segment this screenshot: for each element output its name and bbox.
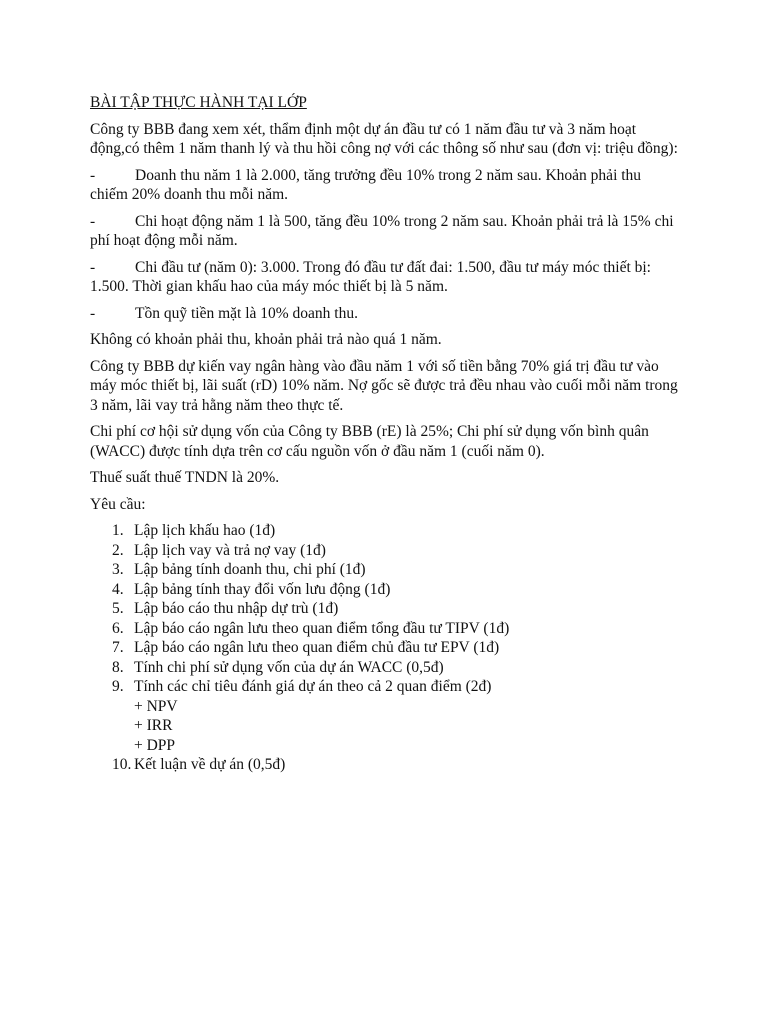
list-item — [90, 658, 680, 678]
list-text: Lập báo cáo thu nhập dự trù (1đ) — [134, 600, 339, 617]
list-text: Kết luận về dự án (0,5đ) — [134, 756, 286, 773]
list-item — [90, 521, 680, 541]
list-text: Lập báo cáo ngân lưu theo quan điểm chủ đầu tư EPV (1đ) — [134, 639, 500, 656]
list-item — [90, 580, 680, 600]
list-text: Lập lịch vay và trả nợ vay (1đ) — [134, 541, 326, 559]
list-text: Tính chi phí sử dụng vốn của dự án WACC (0,5đ) — [134, 658, 444, 676]
sub-item-text: + DPP — [134, 736, 176, 754]
intro-paragraph: Công ty BBB đang xem xét, thẩm định một dự án đầu tư có 1 năm đầu tư và 3 năm hoạt động,có thêm 1 năm thanh lý và thu hồi công nợ với các thông số như sau (đơn vị: triệu đồng): — [90, 120, 678, 157]
list-item — [90, 619, 680, 639]
cost-of-capital-paragraph: Chi phí cơ hội sử dụng vốn của Công ty BBB (rE) là 25%; Chi phí sử dụng vốn bình quân (WACC) được tính dựa trên cơ cấu nguồn vốn ở đầu năm 1 (cuối năm 0). — [90, 423, 649, 460]
bullet-text: Tồn quỹ tiền mặt là 10% doanh thu. — [135, 304, 358, 322]
tax-paragraph: Thuế suất thuế TNDN là 20%. — [90, 469, 280, 486]
list-number: 10. — [112, 756, 132, 773]
list-number: 7. — [112, 639, 124, 656]
requirements-list — [90, 521, 680, 775]
loan-paragraph: Công ty BBB dự kiến vay ngân hàng vào đầu năm 1 với số tiền bằng 70% giá trị đầu tư vào máy móc thiết bị, lãi suất (rD) 10% năm. Nợ gốc sẽ được trả đều nhau vào cuối mỗi năm trong 3 năm, lãi vay trả hằng năm theo thực tế. — [90, 357, 678, 414]
list-text: Lập bảng tính thay đổi vốn lưu động (1đ) — [134, 580, 391, 598]
list-number: 9. — [112, 678, 124, 695]
bullet-text: Doanh thu năm 1 là 2.000, tăng trưởng đều 10% trong 2 năm sau. Khoản phải thu chiếm 20% doanh thu mỗi năm. — [90, 166, 642, 203]
sub-item — [90, 716, 680, 736]
list-item — [90, 541, 680, 561]
document-page — [90, 93, 680, 775]
list-number: 1. — [112, 522, 124, 539]
bullet-text: Chi đầu tư (năm 0): 3.000. Trong đó đầu tư đất đai: 1.500, đầu tư máy móc thiết bị: 1.500. Thời gian khấu hao của máy móc thiết bị là 5 năm. — [90, 258, 651, 295]
no-receivable-paragraph: Không có khoản phải thu, khoản phải trả nào quá 1 năm. — [90, 331, 442, 348]
list-text: Tính các chỉ tiêu đánh giá dự án theo cả 2 quan điểm (2đ) — [134, 678, 492, 695]
sub-item-text: + NPV — [134, 697, 178, 715]
list-number: 8. — [112, 658, 124, 676]
bullet-item: - Chi đầu tư (năm 0): 3.000. Trong đó đầu tư đất đai: 1.500, đầu tư máy móc thiết bị: 1.500. Thời gian khấu hao của máy móc thiết bị là 5 năm. — [90, 258, 680, 297]
list-number: 4. — [112, 580, 124, 598]
list-item — [90, 677, 680, 697]
list-item — [90, 638, 680, 658]
list-number: 2. — [112, 541, 124, 559]
sub-item — [90, 736, 680, 756]
list-item — [90, 560, 680, 580]
list-number: 6. — [112, 619, 124, 637]
list-number: 5. — [112, 600, 124, 617]
bullet-text: Chi hoạt động năm 1 là 500, tăng đều 10% trong 2 năm sau. Khoản phải trả là 15% chi phí hoạt động mỗi năm. — [90, 212, 674, 249]
bullet-item: - Chi hoạt động năm 1 là 500, tăng đều 10% trong 2 năm sau. Khoản phải trả là 15% chi phí hoạt động mỗi năm. — [90, 212, 680, 251]
sub-item — [90, 697, 680, 717]
requirements-heading: Yêu cầu: — [90, 495, 146, 513]
bullet-item: - Tồn quỹ tiền mặt là 10% doanh thu. — [90, 304, 358, 322]
list-text: Lập lịch khấu hao (1đ) — [134, 522, 276, 539]
sub-item-text: + IRR — [134, 717, 173, 734]
list-item — [90, 599, 680, 619]
bullet-item: - Doanh thu năm 1 là 2.000, tăng trưởng đều 10% trong 2 năm sau. Khoản phải thu chiếm 20% doanh thu mỗi năm. — [90, 166, 680, 205]
list-text: Lập bảng tính doanh thu, chi phí (1đ) — [134, 561, 366, 578]
document-title: BÀI TẬP THỰC HÀNH TẠI LỚP — [90, 94, 307, 111]
list-item — [90, 755, 680, 775]
list-number: 3. — [112, 561, 124, 578]
list-text: Lập báo cáo ngân lưu theo quan điểm tổng đầu tư TIPV (1đ) — [134, 619, 510, 637]
